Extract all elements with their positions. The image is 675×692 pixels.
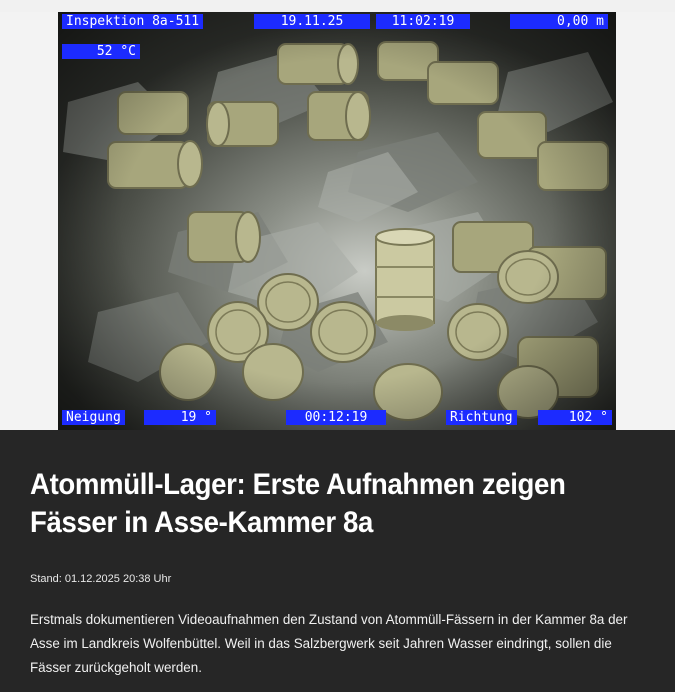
article-timestamp: Stand: 01.12.2025 20:38 Uhr: [30, 573, 172, 585]
article-teaser: [0, 430, 675, 692]
osd-time: 11:02:19: [376, 14, 470, 29]
osd-distance: 0,00 m: [510, 14, 608, 29]
top-bar: [0, 0, 675, 12]
osd-temperature: 52 °C: [62, 44, 140, 59]
osd-elapsed-time: 00:12:19: [286, 410, 386, 425]
barrels-scene: [58, 12, 616, 430]
osd-date: 19.11.25: [254, 14, 370, 29]
osd-tilt-label: Neigung: [62, 410, 125, 425]
article-teaser-text: Erstmals dokumentieren Videoaufnahmen den Zustand von Atommüll-Fässern in der Kammer 8a der Asse im Landkreis Wolfenbüttel. Weil in das Salzbergwerk seit Jahren Wasser eindringt, sollen die Fässer zurückgeholt werden.: [30, 612, 628, 675]
osd-tilt-value: 19 °: [144, 410, 216, 425]
media-container: [0, 12, 675, 430]
article-headline[interactable]: Atommüll-Lager: Erste Aufnahmen zeigen Fässer in Asse-Kammer 8a: [30, 468, 566, 539]
inspection-video-frame[interactable]: [58, 12, 616, 430]
osd-direction-value: 102 °: [538, 410, 612, 425]
osd-inspection-id: Inspektion 8a-511: [62, 14, 203, 29]
osd-direction-label: Richtung: [446, 410, 517, 425]
